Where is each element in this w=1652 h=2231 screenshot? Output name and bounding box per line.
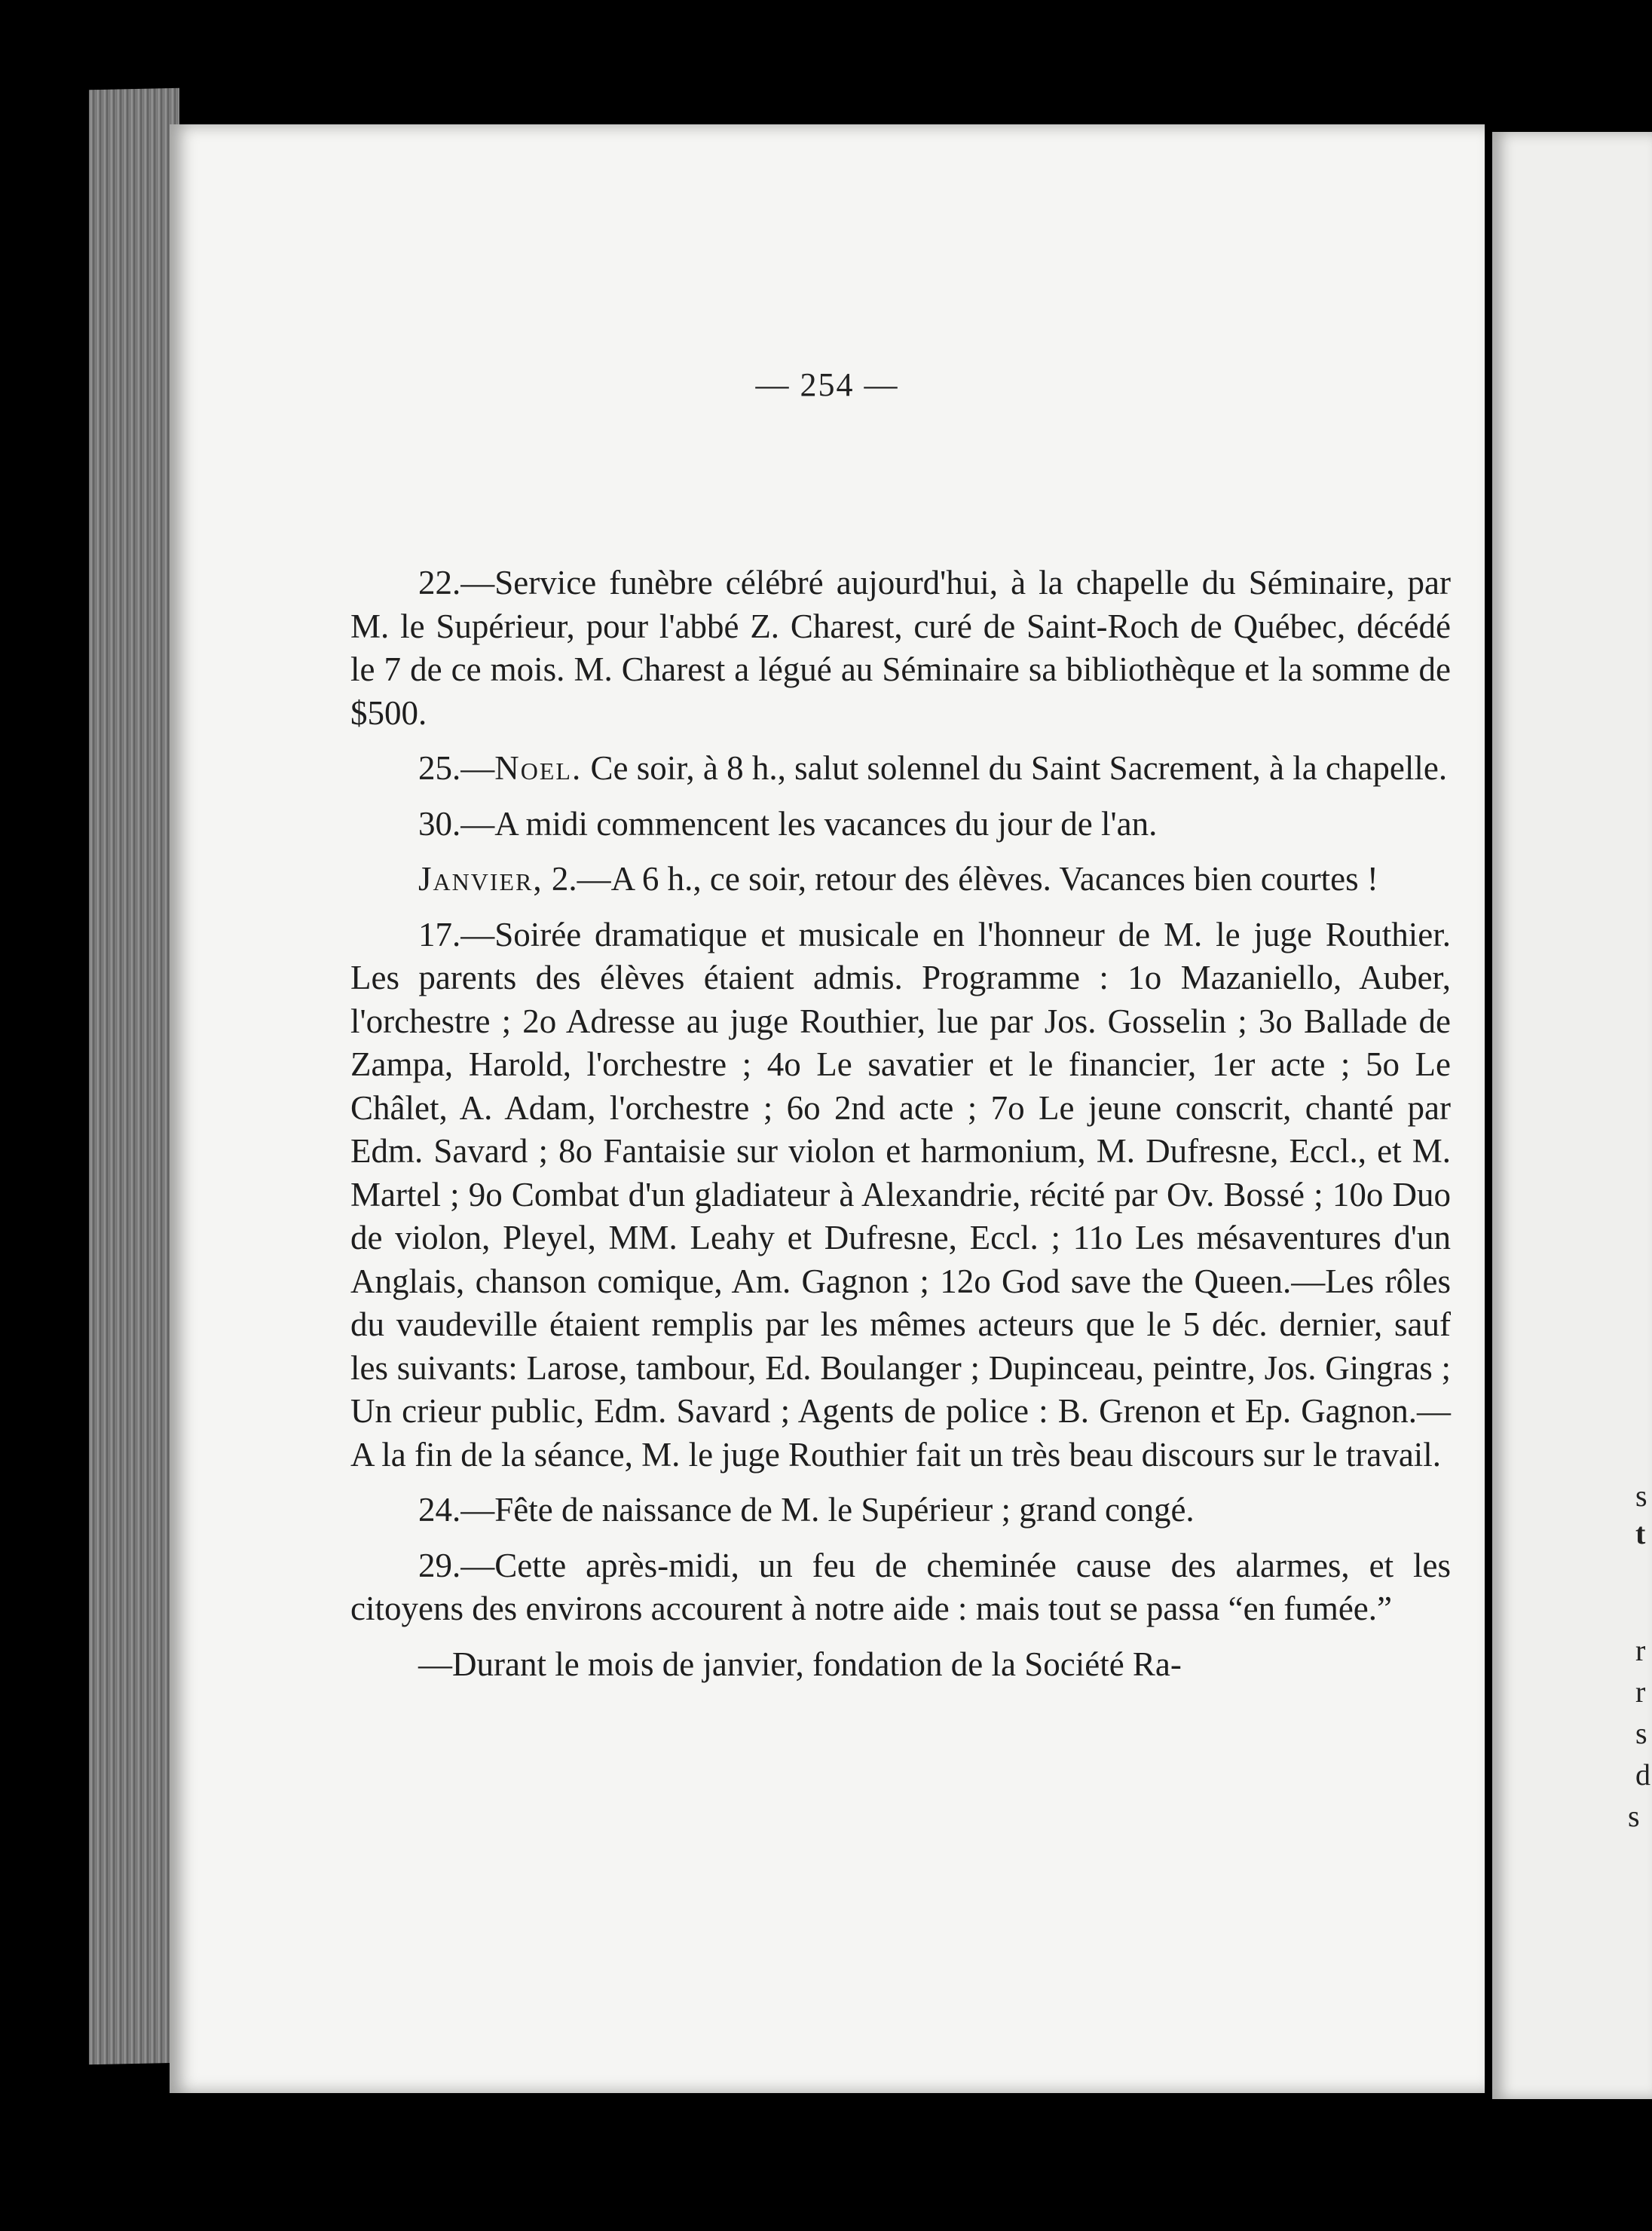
paragraph-22: 22.—Service funèbre célébré aujourd'hui, à la chapelle du Séminaire, par M. le Supérieur, pour l'abbé Z. Charest, curé de Saint-Roch de Québec, décédé le 7 de ce mois. M. Charest a légué au Séminaire sa bibliothèque et la somme de $500. xyxy=(350,564,1451,732)
facing-page-letter: d xyxy=(1635,1758,1650,1792)
paragraph-janvier-2: Janvier, 2.—A 6 h., ce soir, retour des élèves. Vacances bien courtes ! xyxy=(418,860,1378,898)
facing-page-letter: t xyxy=(1635,1516,1646,1550)
facing-page-letter: s xyxy=(1628,1799,1640,1833)
facing-page-letter: s xyxy=(1635,1479,1647,1513)
body-text xyxy=(350,562,1451,1698)
paragraph-17: 17.—Soirée dramatique et musicale en l'honneur de M. le juge Routhier. Les parents des élèves étaient admis. Programme : 1o Mazaniello, Auber, l'orchestre ; 2o Adresse au juge Routhier, lue par Jos. Gosselin ; 3o Ballade de Zampa, Harold, l'orchestre ; 4o Le savatier et le financier, 1er acte ; 5o Le Châlet, A. Adam, l'orchestre ; 6o 2nd acte ; 7o Le jeune conscrit, chanté par Edm. Savard ; 8o Fantaisie sur violon et harmonium, M. Dufresne, Eccl., et M. Martel ; 9o Combat d'un gladiateur à Alexandrie, récité par Ov. Bossé ; 10o Duo de violon, Pleyel, MM. Leahy et Dufresne, Eccl. ; 11o Les mésaventures d'un Anglais, chanson comique, Am. Gagnon ; 12o God save the Queen.—Les rôles du vaudeville étaient remplis par les mêmes acteurs que le 5 déc. dernier, sauf les suivants: Larose, tambour, Ed. Boulanger ; Dupinceau, peintre, Jos. Gingras ; Un crieur public, Edm. Savard ; Agents de police : B. Grenon et Ep. Gagnon.—A la fin de la séance, M. le juge Routhier fait un très beau discours sur le travail. xyxy=(350,915,1451,1474)
book-page-edges xyxy=(89,88,179,2065)
page-number: — 254 — xyxy=(755,366,899,403)
paragraph-25-noel: 25.—Noel. Ce soir, à 8 h., salut solennel du Saint Sacrement, à la chapelle. xyxy=(418,749,1448,787)
facing-page-letter: r xyxy=(1635,1675,1646,1709)
facing-page-letter: r xyxy=(1635,1633,1646,1667)
facing-page-letter: s xyxy=(1635,1716,1647,1750)
paragraph-24: 24.—Fête de naissance de M. le Supérieur ; grand congé. xyxy=(418,1491,1195,1529)
book-page xyxy=(170,124,1485,2093)
paragraph-durant: —Durant le mois de janvier, fondation de la Société Ra- xyxy=(418,1645,1182,1683)
facing-page-fragment xyxy=(1492,132,1652,2099)
paragraph-29: 29.—Cette après-midi, un feu de cheminée cause des alarmes, et les citoyens des environs accourent à notre aide : mais tout se passa “en fumée.” xyxy=(350,1546,1451,1627)
paragraph-30: 30.—A midi commencent les vacances du jour de l'an. xyxy=(418,804,1158,843)
